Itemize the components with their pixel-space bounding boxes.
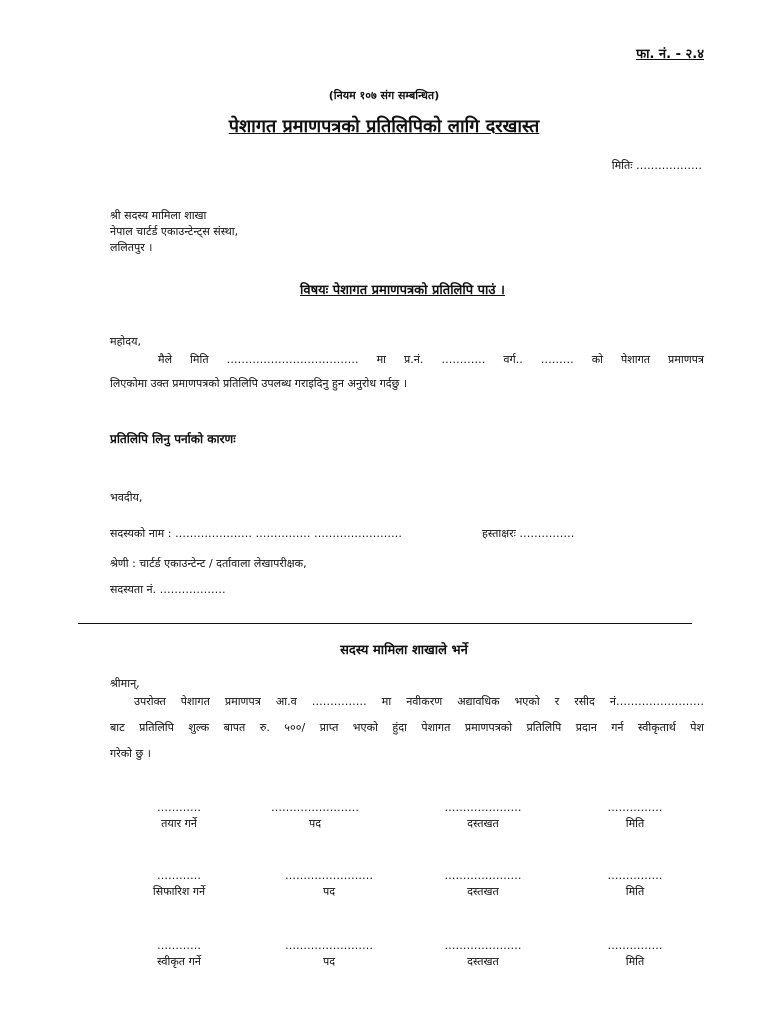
date-label: मिति xyxy=(625,817,645,830)
role-dots: ………… xyxy=(157,939,201,952)
recipient-line-1: श्री सदस्य मामिला शाखा xyxy=(110,209,207,222)
approval-sign-3 xyxy=(418,938,548,970)
role-label: तयार गर्ने xyxy=(161,817,197,830)
approval-date-3 xyxy=(570,938,700,970)
body-line-2: लिएकोमा उक्त प्रमाणपत्रको प्रतिलिपि उपलब्ध गराइदिनु हुन अनुरोध गर्दछु । xyxy=(110,377,407,390)
closing: भवदीय, xyxy=(110,491,143,504)
sign-dots: ………………… xyxy=(444,939,522,952)
section2-line-1: उपरोक्त पेशागत प्रमाणपत्र आ.व …………… मा नवीकरण अद्यावधिक भएको र रसीद नं…………………… xyxy=(134,695,704,708)
post-label: पद xyxy=(308,817,322,830)
member-name-line: सदस्यको नाम : ………………… …………… …………………… xyxy=(110,527,402,540)
salutation: महोदय, xyxy=(110,335,141,348)
date-label: मिति xyxy=(625,885,645,898)
body-line-1: मैले मिति ……………………………… मा प्र.नं. ………… वर्ग.. ……… को पेशागत प्रमाणपत्र xyxy=(158,353,704,366)
category-line: श्रेणी : चार्टर्ड एकाउन्टेन्ट / दर्तावाला लेखापरीक्षक, xyxy=(110,557,307,570)
sign-dots: ………………… xyxy=(444,801,522,814)
role-dots: ………… xyxy=(157,801,201,814)
sign-label: दस्तखत xyxy=(467,817,499,830)
post-dots: …………………… xyxy=(285,939,373,952)
sign-dots: ………………… xyxy=(444,869,522,882)
approval-post-3 xyxy=(264,938,394,970)
recipient-line-2: नेपाल चार्टर्ड एकाउन्टेन्ट्स संस्था, xyxy=(110,225,239,238)
date-dots: …………… xyxy=(607,869,663,882)
post-label: पद xyxy=(322,955,336,968)
role-label: स्वीकृत गर्ने xyxy=(157,955,201,968)
approval-sign-2 xyxy=(418,868,548,900)
approval-post-2 xyxy=(264,868,394,900)
approval-recommended-by xyxy=(114,868,244,900)
section2-salutation: श्रीमान्, xyxy=(110,677,140,690)
approval-date-1 xyxy=(570,800,700,832)
approval-post-1 xyxy=(250,800,380,832)
page-title: पेशागत प्रमाणपत्रको प्रतिलिपिको लागि दरखास्त xyxy=(228,116,540,137)
signature-line: हस्ताक्षरः …………… xyxy=(482,527,575,540)
role-label: सिफारिश गर्ने xyxy=(152,885,206,898)
reason-label: प्रतिलिपि लिनु पर्नाको कारणः xyxy=(110,432,236,446)
post-label: पद xyxy=(322,885,336,898)
sign-label: दस्तखत xyxy=(467,955,499,968)
section2-line-3: गरेको छु । xyxy=(110,747,151,760)
approval-sign-1 xyxy=(418,800,548,832)
section2-title: सदस्य मामिला शाखाले भर्ने xyxy=(340,643,468,658)
sign-label: दस्तखत xyxy=(467,885,499,898)
subject-line: विषयः पेशागत प्रमाणपत्रको प्रतिलिपि पाउं । xyxy=(300,283,505,298)
date-line: मितिः ……………… xyxy=(611,159,702,172)
approval-date-2 xyxy=(570,868,700,900)
date-dots: …………… xyxy=(607,939,663,952)
post-dots: …………………… xyxy=(271,801,359,814)
membership-number-line: सदस्यता नं. ……………… xyxy=(110,583,226,596)
date-label: मिति xyxy=(625,955,645,968)
date-dots: …………… xyxy=(607,801,663,814)
form-number: फा. नं. - २.४ xyxy=(636,47,704,62)
section-divider xyxy=(78,623,692,624)
rule-reference: (नियम १०७ संग सम्बन्धित) xyxy=(328,89,440,102)
approval-prepared-by xyxy=(114,800,244,832)
approval-approved-by xyxy=(114,938,244,970)
recipient-line-3: ललितपुर । xyxy=(110,241,153,254)
role-dots: ………… xyxy=(157,869,201,882)
section2-line-2: बाट प्रतिलिपि शुल्क बापत रु. ५००/ प्राप्त भएको हुंदा पेशागत प्रमाणपत्रको प्रतिलिपि प्रदान गर्न स्वीकृतार्थ पेश xyxy=(110,721,704,734)
post-dots: …………………… xyxy=(285,869,373,882)
recipient-block xyxy=(110,208,238,256)
